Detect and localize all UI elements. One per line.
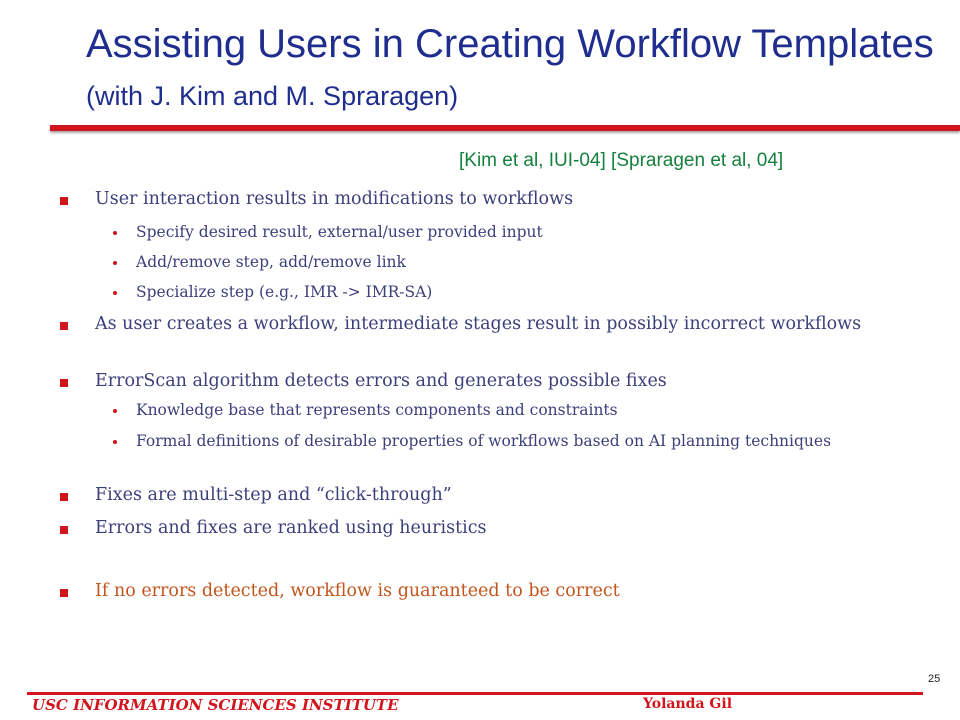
bullet-text: If no errors detected, workflow is guaranteed to be correct (95, 581, 620, 601)
bullet-text: ErrorScan algorithm detects errors and generates possible fixes (95, 371, 667, 391)
bullet-item-highlight (0, 580, 865, 602)
dot-bullet-icon (113, 231, 117, 235)
slide-title (86, 20, 936, 120)
citation: [Kim et al, IUI-04] [Spraragen et al, 04] (459, 150, 784, 171)
dot-bullet-icon (113, 261, 117, 265)
bullet-text: Errors and fixes are ranked using heuristics (95, 518, 487, 538)
dot-bullet-icon (113, 409, 117, 413)
bullet-item (0, 188, 865, 210)
dot-bullet-icon (113, 440, 117, 444)
square-bullet-icon (60, 589, 68, 597)
bullet-item (0, 517, 865, 539)
sub-bullet-text: Specify desired result, external/user provided input (136, 223, 543, 241)
square-bullet-icon (60, 197, 68, 205)
sub-bullet-item (0, 282, 836, 303)
page-number: 25 (928, 673, 941, 685)
square-bullet-icon (60, 379, 68, 387)
slide-title-sub: (with J. Kim and M. Spraragen) (86, 81, 459, 111)
sub-bullet-item (0, 252, 836, 273)
dot-bullet-icon (113, 291, 117, 295)
sub-bullet-item (0, 431, 836, 452)
footer-divider (27, 692, 923, 695)
square-bullet-icon (60, 526, 68, 534)
bullet-item (0, 313, 865, 335)
bullet-text: Fixes are multi-step and “click-through” (95, 485, 452, 505)
sub-bullet-text: Specialize step (e.g., IMR -> IMR-SA) (136, 283, 433, 301)
sub-bullet-item (0, 400, 836, 421)
sub-bullet-text: Knowledge base that represents components and constraints (136, 401, 618, 419)
sub-bullet-item (0, 222, 836, 243)
footer-author: Yolanda Gil (643, 696, 733, 712)
footer-organization: USC INFORMATION SCIENCES INSTITUTE (32, 696, 399, 714)
sub-bullet-text: Formal definitions of desirable properties of workflows based on AI planning techniques (136, 432, 832, 450)
bullet-item (0, 484, 865, 506)
bullet-item (0, 370, 865, 392)
title-divider (50, 125, 960, 131)
square-bullet-icon (60, 322, 68, 330)
sub-bullet-text: Add/remove step, add/remove link (136, 253, 406, 271)
bullet-text: User interaction results in modifications to workflows (95, 189, 574, 209)
slide-title-main: Assisting Users in Creating Workflow Templates (86, 22, 934, 66)
square-bullet-icon (60, 493, 68, 501)
bullet-text: As user creates a workflow, intermediate stages result in possibly incorrect workflows (95, 314, 862, 334)
